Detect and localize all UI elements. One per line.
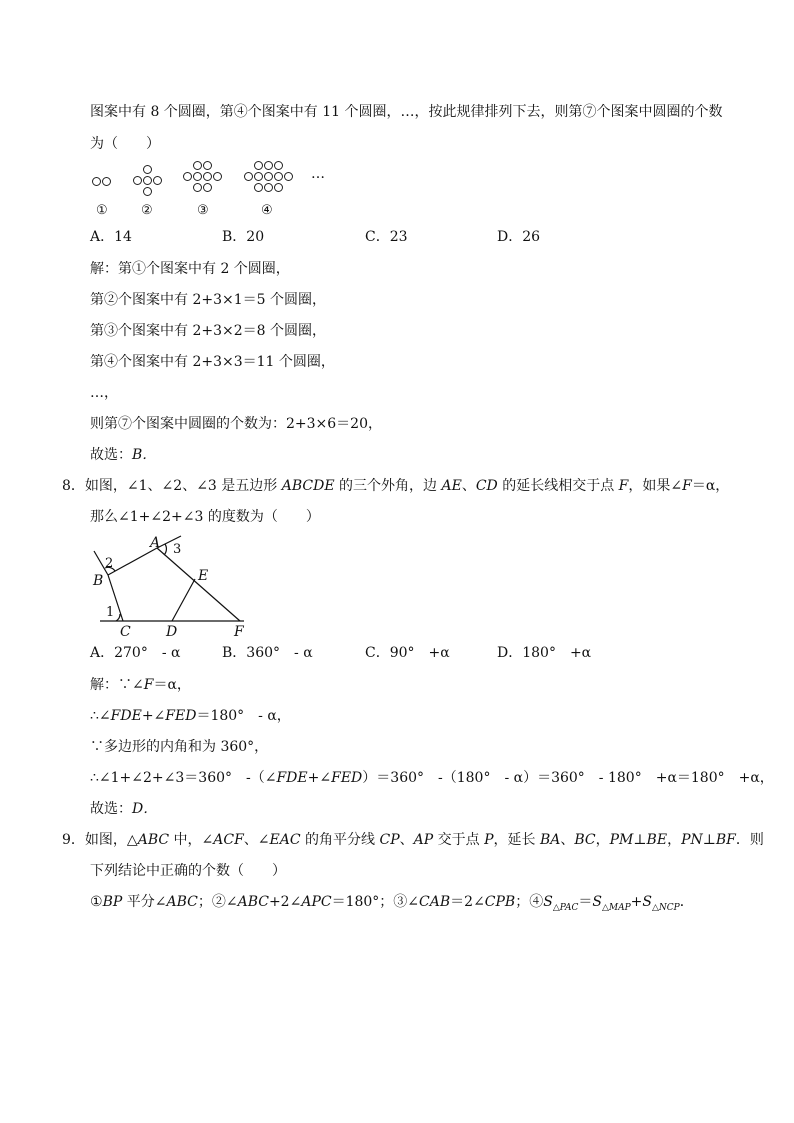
label-c: C <box>120 624 131 640</box>
label-e: E <box>198 568 209 584</box>
pattern4-circle <box>274 172 283 181</box>
pattern3-circle <box>193 161 202 170</box>
pattern2-label: ② <box>141 203 153 218</box>
q8-pentagon-figure <box>84 530 264 642</box>
q8-solution-line: 解：∵∠F＝α， <box>90 677 191 693</box>
q8-solution-line: ∵多边形的内角和为 360°， <box>90 739 269 755</box>
pattern2-circle <box>133 176 142 185</box>
pattern2-circle <box>143 187 152 196</box>
pattern3-circle <box>203 183 212 192</box>
label-f: F <box>234 624 244 640</box>
q7-option-a[interactable]: A．14 <box>90 229 132 245</box>
q9-conclusions: ①BP 平分∠ABC；②∠ABC+2∠APC＝180°；③∠CAB＝2∠CPB；$④S_{\triangle PAC}=S_{\triangle MAP}+S_{\triangle NCP}$． <box>90 894 694 913</box>
pattern4-circle <box>274 161 283 170</box>
pattern4-label: ④ <box>261 203 273 218</box>
angle-1-arc <box>116 614 120 621</box>
label-a: A <box>150 535 161 551</box>
q8-solution-line: ∴∠FDE+∠FED＝180° - α， <box>90 708 291 724</box>
q7-solution-line: 解：第①个图案中有 2 个圆圈， <box>90 261 290 277</box>
pattern4-circle <box>284 172 293 181</box>
pattern4-circle <box>264 172 273 181</box>
pattern4-circle <box>274 183 283 192</box>
angle-3-arc <box>164 544 166 555</box>
q7-stem-line2: 为（ ） <box>90 136 160 152</box>
pattern1-circle <box>102 177 111 186</box>
q8-stem-line1: 8．如图，∠1、∠2、∠3 是五边形 ABCDE 的三个外角，边 AE、CD 的延长线相交于点 F，如果∠F＝α， <box>62 478 730 494</box>
q8-option-a[interactable]: A．270° - α <box>90 645 181 661</box>
q8-stem-line2: 那么∠1+∠2+∠3 的度数为（ ） <box>90 509 320 525</box>
edge-de <box>172 579 195 621</box>
q7-answer: 故选：B． <box>90 447 157 463</box>
q7-option-b[interactable]: B．20 <box>222 229 265 245</box>
q7-option-c[interactable]: C．23 <box>365 229 408 245</box>
edge-ba <box>108 548 157 575</box>
line-af <box>157 548 240 621</box>
q8-option-c[interactable]: C．90° +α <box>365 645 450 661</box>
q8-option-b[interactable]: B．360° - α <box>222 645 313 661</box>
q7-solution-line: 第④个图案中有 2+3×3＝11 个圆圈， <box>90 354 335 370</box>
pattern4-circle <box>264 161 273 170</box>
pattern3-circle <box>193 183 202 192</box>
q9-stem-line1: 9．如图，△ABC 中，∠ACF、∠EAC 的角平分线 CP、AP 交于点 P，延长 BA、BC，PM⊥BE，PN⊥BF．则 <box>62 832 764 848</box>
pattern3-label: ③ <box>197 203 209 218</box>
label-angle-2: 2 <box>105 556 114 571</box>
pattern4-circle <box>254 172 263 181</box>
q7-solution-line: 第②个图案中有 2+3×1＝5 个圆圈， <box>90 292 326 308</box>
pattern3-circle <box>203 172 212 181</box>
q8-answer: 故选：D． <box>90 801 158 817</box>
pattern2-circle <box>153 176 162 185</box>
pattern3-circle <box>183 172 192 181</box>
label-angle-1: 1 <box>106 605 115 620</box>
q9-stem-line2: 下列结论中正确的个数（ ） <box>90 863 286 879</box>
label-angle-3: 3 <box>173 542 182 557</box>
q7-solution-line: 则第⑦个图案中圆圈的个数为：2+3×6＝20， <box>90 416 382 432</box>
pattern2-circle <box>143 165 152 174</box>
label-d: D <box>166 624 178 640</box>
q7-solution-line: 第③个图案中有 2+3×2＝8 个圆圈， <box>90 323 326 339</box>
q8-solution-line: ∴∠1+∠2+∠3＝360° -（∠FDE+∠FED）＝360° -（180° - α）＝360° - 180° +α＝180° +α， <box>90 770 774 786</box>
q7-solution-line: …， <box>90 385 118 401</box>
pattern1-label: ① <box>96 203 108 218</box>
q8-option-d[interactable]: D．180° +α <box>497 645 592 661</box>
pattern1-circle <box>92 177 101 186</box>
pattern3-circle <box>213 172 222 181</box>
pattern4-circle <box>244 172 253 181</box>
pattern4-circle <box>254 161 263 170</box>
q7-option-d[interactable]: D．26 <box>497 229 541 245</box>
q7-stem-line1: 图案中有 8 个圆圈，第④个图案中有 11 个圆圈，…，按此规律排列下去，则第⑦个图案中圆圈的个数 <box>90 104 723 120</box>
pattern2-circle <box>143 176 152 185</box>
pattern4-circle <box>264 183 273 192</box>
label-b: B <box>93 573 104 589</box>
pattern4-circle <box>254 183 263 192</box>
pattern3-circle <box>193 172 202 181</box>
q7-pattern-ellipsis: … <box>311 166 325 182</box>
pattern3-circle <box>203 161 212 170</box>
